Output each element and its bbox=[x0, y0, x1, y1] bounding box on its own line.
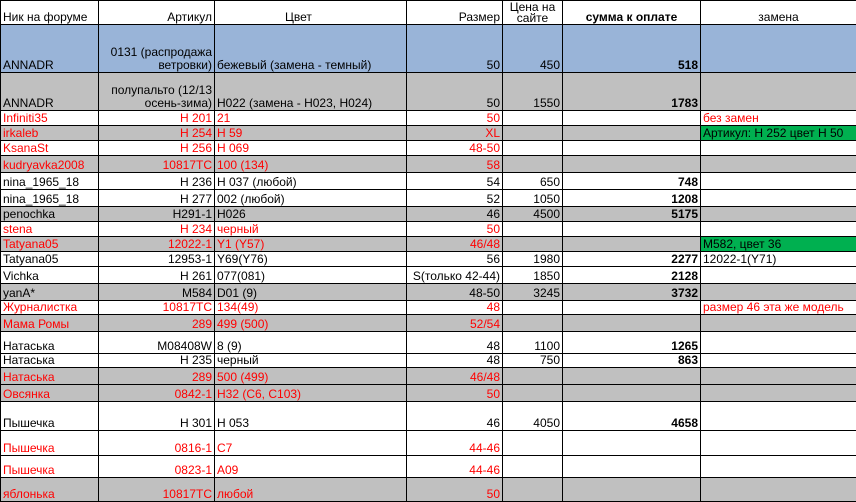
cell-article[interactable]: H 261 bbox=[99, 267, 215, 284]
cell-replacement[interactable] bbox=[701, 431, 856, 456]
cell-size[interactable]: 48 bbox=[407, 332, 503, 354]
cell-site-price[interactable] bbox=[503, 222, 563, 237]
cell-replacement[interactable] bbox=[701, 332, 856, 354]
cell-amount-due[interactable] bbox=[563, 385, 701, 402]
cell-site-price[interactable] bbox=[503, 385, 563, 402]
cell-color[interactable]: черный bbox=[215, 354, 407, 368]
cell-site-price[interactable] bbox=[503, 456, 563, 478]
cell-amount-due[interactable]: 863 bbox=[563, 354, 701, 368]
cell-site-price[interactable]: 750 bbox=[503, 354, 563, 368]
table-row bbox=[1, 478, 856, 502]
cell-size[interactable]: 50 bbox=[407, 222, 503, 237]
cell-nick[interactable]: ANNADR bbox=[1, 25, 99, 73]
cell-replacement[interactable] bbox=[701, 173, 856, 190]
cell-replacement[interactable] bbox=[701, 73, 856, 111]
table-row bbox=[1, 25, 856, 73]
cell-amount-due[interactable]: 2277 bbox=[563, 252, 701, 267]
cell-article[interactable]: 12953-1 bbox=[99, 252, 215, 267]
cell-color[interactable]: 100 (134) bbox=[215, 156, 407, 173]
cell-site-price[interactable] bbox=[503, 315, 563, 332]
cell-color[interactable]: H026 bbox=[215, 207, 407, 222]
cell-size[interactable]: 44-46 bbox=[407, 456, 503, 478]
cell-nick[interactable]: Натаська bbox=[1, 354, 99, 368]
cell-color[interactable]: 21 bbox=[215, 111, 407, 126]
cell-amount-due[interactable] bbox=[563, 237, 701, 252]
header-row bbox=[1, 1, 856, 25]
cell-size[interactable]: 50 bbox=[407, 111, 503, 126]
table-row bbox=[1, 354, 856, 368]
cell-amount-due[interactable] bbox=[563, 126, 701, 141]
cell-color[interactable]: 500 (499) bbox=[215, 368, 407, 385]
cell-amount-due[interactable] bbox=[563, 301, 701, 315]
cell-site-price[interactable] bbox=[503, 368, 563, 385]
cell-size[interactable]: 44-46 bbox=[407, 431, 503, 456]
cell-site-price[interactable] bbox=[503, 111, 563, 126]
cell-site-price[interactable]: 4500 bbox=[503, 207, 563, 222]
cell-site-price[interactable]: 1050 bbox=[503, 190, 563, 207]
cell-replacement[interactable]: без замен bbox=[701, 111, 856, 126]
cell-replacement[interactable] bbox=[701, 267, 856, 284]
cell-color[interactable]: H32 (C6, C103) bbox=[215, 385, 407, 402]
cell-replacement[interactable] bbox=[701, 478, 856, 502]
cell-nick[interactable]: stena bbox=[1, 222, 99, 237]
cell-color[interactable]: 077(081) bbox=[215, 267, 407, 284]
cell-amount-due[interactable] bbox=[563, 156, 701, 173]
cell-replacement[interactable]: M582, цвет 36 bbox=[701, 237, 856, 252]
cell-nick[interactable]: Пышечка bbox=[1, 431, 99, 456]
cell-size[interactable]: 56 bbox=[407, 252, 503, 267]
cell-site-price[interactable] bbox=[503, 431, 563, 456]
cell-replacement[interactable] bbox=[701, 368, 856, 385]
cell-article[interactable]: H 235 bbox=[99, 354, 215, 368]
table-row bbox=[1, 267, 856, 284]
cell-size[interactable]: 50 bbox=[407, 25, 503, 73]
cell-color[interactable]: 499 (500) bbox=[215, 315, 407, 332]
cell-nick[interactable]: Tatyana05 bbox=[1, 252, 99, 267]
table-row bbox=[1, 111, 856, 126]
cell-size[interactable]: 52 bbox=[407, 190, 503, 207]
cell-nick[interactable]: kudryavka2008 bbox=[1, 156, 99, 173]
cell-replacement[interactable] bbox=[701, 354, 856, 368]
cell-size[interactable]: 50 bbox=[407, 385, 503, 402]
cell-site-price[interactable]: 650 bbox=[503, 173, 563, 190]
cell-replacement[interactable]: размер 46 эта же модель bbox=[701, 301, 856, 315]
cell-amount-due[interactable]: 748 bbox=[563, 173, 701, 190]
cell-site-price[interactable] bbox=[503, 301, 563, 315]
cell-size[interactable]: 48-50 bbox=[407, 141, 503, 156]
cell-article[interactable]: H 256 bbox=[99, 141, 215, 156]
cell-amount-due[interactable]: 518 bbox=[563, 25, 701, 73]
cell-color[interactable]: бежевый (замена - темный) bbox=[215, 25, 407, 73]
cell-article[interactable]: 289 bbox=[99, 368, 215, 385]
cell-size[interactable]: 50 bbox=[407, 478, 503, 502]
table-row bbox=[1, 315, 856, 332]
cell-nick[interactable]: Натаська bbox=[1, 368, 99, 385]
table-row bbox=[1, 73, 856, 111]
header-site-price[interactable]: Цена на сайте bbox=[503, 1, 563, 25]
cell-amount-due[interactable] bbox=[563, 315, 701, 332]
cell-article[interactable]: H 201 bbox=[99, 111, 215, 126]
cell-article[interactable]: H 277 bbox=[99, 190, 215, 207]
cell-article[interactable]: M584 bbox=[99, 284, 215, 301]
cell-nick[interactable]: Журналистка bbox=[1, 301, 99, 315]
table-row bbox=[1, 456, 856, 478]
cell-site-price[interactable] bbox=[503, 478, 563, 502]
cell-article[interactable]: M08408W bbox=[99, 332, 215, 354]
cell-size[interactable]: 52/54 bbox=[407, 315, 503, 332]
cell-amount-due[interactable] bbox=[563, 141, 701, 156]
cell-nick[interactable]: yanA* bbox=[1, 284, 99, 301]
cell-amount-due[interactable]: 5175 bbox=[563, 207, 701, 222]
cell-article[interactable]: 0823-1 bbox=[99, 456, 215, 478]
cell-color[interactable]: черный bbox=[215, 222, 407, 237]
cell-nick[interactable]: nina_1965_18 bbox=[1, 173, 99, 190]
header-nick[interactable]: Ник на форуме bbox=[1, 1, 99, 25]
cell-replacement[interactable] bbox=[701, 222, 856, 237]
table-row bbox=[1, 190, 856, 207]
cell-color[interactable]: 134(49) bbox=[215, 301, 407, 315]
cell-site-price[interactable]: 1550 bbox=[503, 73, 563, 111]
cell-replacement[interactable]: Артикул: Н 252 цвет Н 50 bbox=[701, 126, 856, 141]
cell-article[interactable]: H 254 bbox=[99, 126, 215, 141]
cell-size[interactable]: 58 bbox=[407, 156, 503, 173]
cell-nick[interactable]: nina_1965_18 bbox=[1, 190, 99, 207]
cell-site-price[interactable]: 450 bbox=[503, 25, 563, 73]
cell-amount-due[interactable] bbox=[563, 222, 701, 237]
table-row bbox=[1, 301, 856, 315]
cell-color[interactable]: A09 bbox=[215, 456, 407, 478]
cell-amount-due[interactable] bbox=[563, 431, 701, 456]
cell-amount-due[interactable] bbox=[563, 478, 701, 502]
table-row bbox=[1, 156, 856, 173]
cell-replacement[interactable] bbox=[701, 156, 856, 173]
cell-nick[interactable]: Овсянка bbox=[1, 385, 99, 402]
cell-amount-due[interactable]: 1208 bbox=[563, 190, 701, 207]
cell-nick[interactable]: Infiniti35 bbox=[1, 111, 99, 126]
cell-nick[interactable]: Vichka bbox=[1, 267, 99, 284]
cell-site-price[interactable]: 4050 bbox=[503, 402, 563, 431]
cell-article[interactable]: 10817TC bbox=[99, 301, 215, 315]
cell-size[interactable]: 46 bbox=[407, 207, 503, 222]
cell-nick[interactable]: Пышечка bbox=[1, 402, 99, 431]
cell-replacement[interactable] bbox=[701, 207, 856, 222]
header-article[interactable]: Артикул bbox=[99, 1, 215, 25]
cell-color[interactable]: H 59 bbox=[215, 126, 407, 141]
cell-nick[interactable]: яблонька bbox=[1, 478, 99, 502]
cell-amount-due[interactable]: 4658 bbox=[563, 402, 701, 431]
cell-article[interactable]: 289 bbox=[99, 315, 215, 332]
cell-site-price[interactable] bbox=[503, 156, 563, 173]
cell-nick[interactable]: irkaleb bbox=[1, 126, 99, 141]
table-row bbox=[1, 222, 856, 237]
header-color[interactable]: Цвет bbox=[215, 1, 407, 25]
cell-nick[interactable]: KsanaSt bbox=[1, 141, 99, 156]
cell-amount-due[interactable] bbox=[563, 456, 701, 478]
table-row bbox=[1, 141, 856, 156]
cell-color[interactable]: Y1 (Y57) bbox=[215, 237, 407, 252]
cell-color[interactable]: H022 (замена - H023, H024) bbox=[215, 73, 407, 111]
cell-article[interactable]: H 234 bbox=[99, 222, 215, 237]
header-amount-due[interactable]: сумма к оплате bbox=[563, 1, 701, 25]
cell-article[interactable]: 0131 (распродажа ветровки) bbox=[99, 25, 215, 73]
cell-article[interactable]: 12022-1 bbox=[99, 237, 215, 252]
header-size[interactable]: Размер bbox=[407, 1, 503, 25]
cell-site-price[interactable] bbox=[503, 126, 563, 141]
table-row bbox=[1, 207, 856, 222]
cell-amount-due[interactable]: 1265 bbox=[563, 332, 701, 354]
cell-site-price[interactable] bbox=[503, 141, 563, 156]
cell-article[interactable]: 10817TC bbox=[99, 478, 215, 502]
table-row bbox=[1, 237, 856, 252]
cell-article[interactable]: 0842-1 bbox=[99, 385, 215, 402]
table-row bbox=[1, 402, 856, 431]
cell-site-price[interactable]: 1980 bbox=[503, 252, 563, 267]
cell-replacement[interactable] bbox=[701, 25, 856, 73]
cell-color[interactable]: Y69(Y76) bbox=[215, 252, 407, 267]
cell-article[interactable]: H 236 bbox=[99, 173, 215, 190]
cell-article[interactable]: 10817TC bbox=[99, 156, 215, 173]
header-replacement[interactable]: замена bbox=[701, 1, 856, 25]
table-row bbox=[1, 173, 856, 190]
cell-article[interactable]: H291-1 bbox=[99, 207, 215, 222]
cell-amount-due[interactable]: 1783 bbox=[563, 73, 701, 111]
cell-size[interactable]: 48 bbox=[407, 301, 503, 315]
cell-color[interactable]: H 069 bbox=[215, 141, 407, 156]
cell-color[interactable]: D01 (9) bbox=[215, 284, 407, 301]
cell-replacement[interactable] bbox=[701, 190, 856, 207]
cell-size[interactable]: XL bbox=[407, 126, 503, 141]
cell-replacement[interactable] bbox=[701, 284, 856, 301]
cell-size[interactable]: 48-50 bbox=[407, 284, 503, 301]
cell-color[interactable]: H 037 (любой) bbox=[215, 173, 407, 190]
cell-replacement[interactable] bbox=[701, 402, 856, 431]
table-row bbox=[1, 126, 856, 141]
cell-amount-due[interactable]: 3732 bbox=[563, 284, 701, 301]
cell-site-price[interactable]: 1100 bbox=[503, 332, 563, 354]
cell-color[interactable]: 002 (любой) bbox=[215, 190, 407, 207]
cell-nick[interactable]: Пышечка bbox=[1, 456, 99, 478]
cell-amount-due[interactable] bbox=[563, 111, 701, 126]
cell-article[interactable]: полупальто (12/13 осень-зима) bbox=[99, 73, 215, 111]
cell-color[interactable]: C7 bbox=[215, 431, 407, 456]
cell-article[interactable]: H 301 bbox=[99, 402, 215, 431]
cell-size[interactable]: 46/48 bbox=[407, 237, 503, 252]
cell-size[interactable]: 48 bbox=[407, 354, 503, 368]
cell-replacement[interactable] bbox=[701, 141, 856, 156]
cell-nick[interactable]: Мама Ромы bbox=[1, 315, 99, 332]
cell-size[interactable]: S(только 42-44) bbox=[407, 267, 503, 284]
cell-nick[interactable]: Натаська bbox=[1, 332, 99, 354]
cell-color[interactable]: H 053 bbox=[215, 402, 407, 431]
cell-replacement[interactable] bbox=[701, 456, 856, 478]
table-row bbox=[1, 252, 856, 267]
cell-color[interactable]: любой bbox=[215, 478, 407, 502]
cell-nick[interactable]: Tatyana05 bbox=[1, 237, 99, 252]
cell-size[interactable]: 46/48 bbox=[407, 368, 503, 385]
cell-color[interactable]: 8 (9) bbox=[215, 332, 407, 354]
cell-site-price[interactable]: 3245 bbox=[503, 284, 563, 301]
table-row bbox=[1, 332, 856, 354]
cell-site-price[interactable] bbox=[503, 237, 563, 252]
cell-replacement[interactable]: 12022-1(Y71) bbox=[701, 252, 856, 267]
table-row bbox=[1, 284, 856, 301]
cell-nick[interactable]: ANNADR bbox=[1, 73, 99, 111]
cell-size[interactable]: 46 bbox=[407, 402, 503, 431]
cell-amount-due[interactable] bbox=[563, 368, 701, 385]
cell-article[interactable]: 0816-1 bbox=[99, 431, 215, 456]
cell-replacement[interactable] bbox=[701, 385, 856, 402]
table-row bbox=[1, 385, 856, 402]
cell-amount-due[interactable]: 2128 bbox=[563, 267, 701, 284]
table-row bbox=[1, 368, 856, 385]
table-row bbox=[1, 431, 856, 456]
cell-size[interactable]: 50 bbox=[407, 73, 503, 111]
cell-nick[interactable]: penochka bbox=[1, 207, 99, 222]
cell-site-price[interactable]: 1850 bbox=[503, 267, 563, 284]
cell-size[interactable]: 54 bbox=[407, 173, 503, 190]
cell-replacement[interactable] bbox=[701, 315, 856, 332]
